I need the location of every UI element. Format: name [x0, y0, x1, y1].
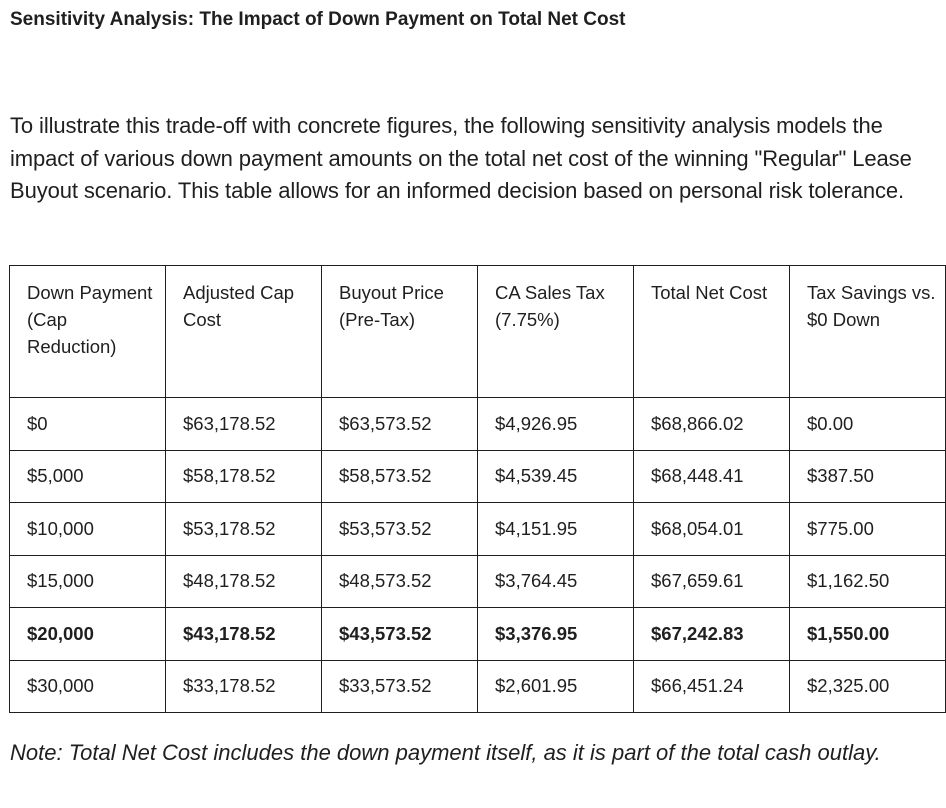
table-cell: $2,601.95: [478, 660, 634, 713]
table-cell: $10,000: [10, 503, 166, 556]
table-cell: $3,764.45: [478, 555, 634, 608]
table-cell: $48,573.52: [322, 555, 478, 608]
table-cell: $63,178.52: [166, 398, 322, 451]
table-cell: $63,573.52: [322, 398, 478, 451]
table-cell: $1,550.00: [790, 608, 946, 661]
table-cell: $68,866.02: [634, 398, 790, 451]
table-header-row: [10, 266, 946, 398]
table-cell: $53,178.52: [166, 503, 322, 556]
table-cell: $5,000: [10, 450, 166, 503]
table-cell: $20,000: [10, 608, 166, 661]
sensitivity-table: [9, 265, 946, 713]
table-cell: $67,659.61: [634, 555, 790, 608]
table-cell: $43,178.52: [166, 608, 322, 661]
header-total-net-cost: Total Net Cost: [634, 266, 790, 398]
table-cell: $33,573.52: [322, 660, 478, 713]
table-cell: $0.00: [790, 398, 946, 451]
table-cell: $68,054.01: [634, 503, 790, 556]
table-cell: $30,000: [10, 660, 166, 713]
table-row: [10, 503, 946, 556]
table-cell: $67,242.83: [634, 608, 790, 661]
table-cell: $68,448.41: [634, 450, 790, 503]
header-tax-savings: Tax Savings vs. $0 Down: [790, 266, 946, 398]
table-cell: $4,151.95: [478, 503, 634, 556]
section-heading: Sensitivity Analysis: The Impact of Down Payment on Total Net Cost: [10, 9, 626, 30]
table-row: [10, 660, 946, 713]
table-cell: $53,573.52: [322, 503, 478, 556]
header-down-payment: Down Payment (Cap Reduction): [10, 266, 166, 398]
header-buyout-price: Buyout Price (Pre-Tax): [322, 266, 478, 398]
table-row: [10, 555, 946, 608]
intro-paragraph: To illustrate this trade-off with concrete figures, the following sensitivity analysis models the impact of various down payment amounts on the total net cost of the winning "Regular" Lease Buyout scenario. This table allows for an informed decision based on personal risk tolerance.: [10, 113, 912, 203]
table-cell: $48,178.52: [166, 555, 322, 608]
table-cell: $58,573.52: [322, 450, 478, 503]
table-cell: $33,178.52: [166, 660, 322, 713]
table-cell: $2,325.00: [790, 660, 946, 713]
table-cell: $58,178.52: [166, 450, 322, 503]
table-cell: $387.50: [790, 450, 946, 503]
header-adjusted-cap-cost: Adjusted Cap Cost: [166, 266, 322, 398]
table-cell: $4,926.95: [478, 398, 634, 451]
table-row: [10, 450, 946, 503]
table-row: [10, 398, 946, 451]
table-cell: $775.00: [790, 503, 946, 556]
table-row-highlighted: [10, 608, 946, 661]
header-ca-sales-tax: CA Sales Tax (7.75%): [478, 266, 634, 398]
table-note: Note: Total Net Cost includes the down payment itself, as it is part of the total cash outlay.: [10, 740, 881, 765]
table-cell: $3,376.95: [478, 608, 634, 661]
table-cell: $15,000: [10, 555, 166, 608]
table-cell: $4,539.45: [478, 450, 634, 503]
table-cell: $1,162.50: [790, 555, 946, 608]
table-cell: $0: [10, 398, 166, 451]
table-cell: $66,451.24: [634, 660, 790, 713]
table-cell: $43,573.52: [322, 608, 478, 661]
